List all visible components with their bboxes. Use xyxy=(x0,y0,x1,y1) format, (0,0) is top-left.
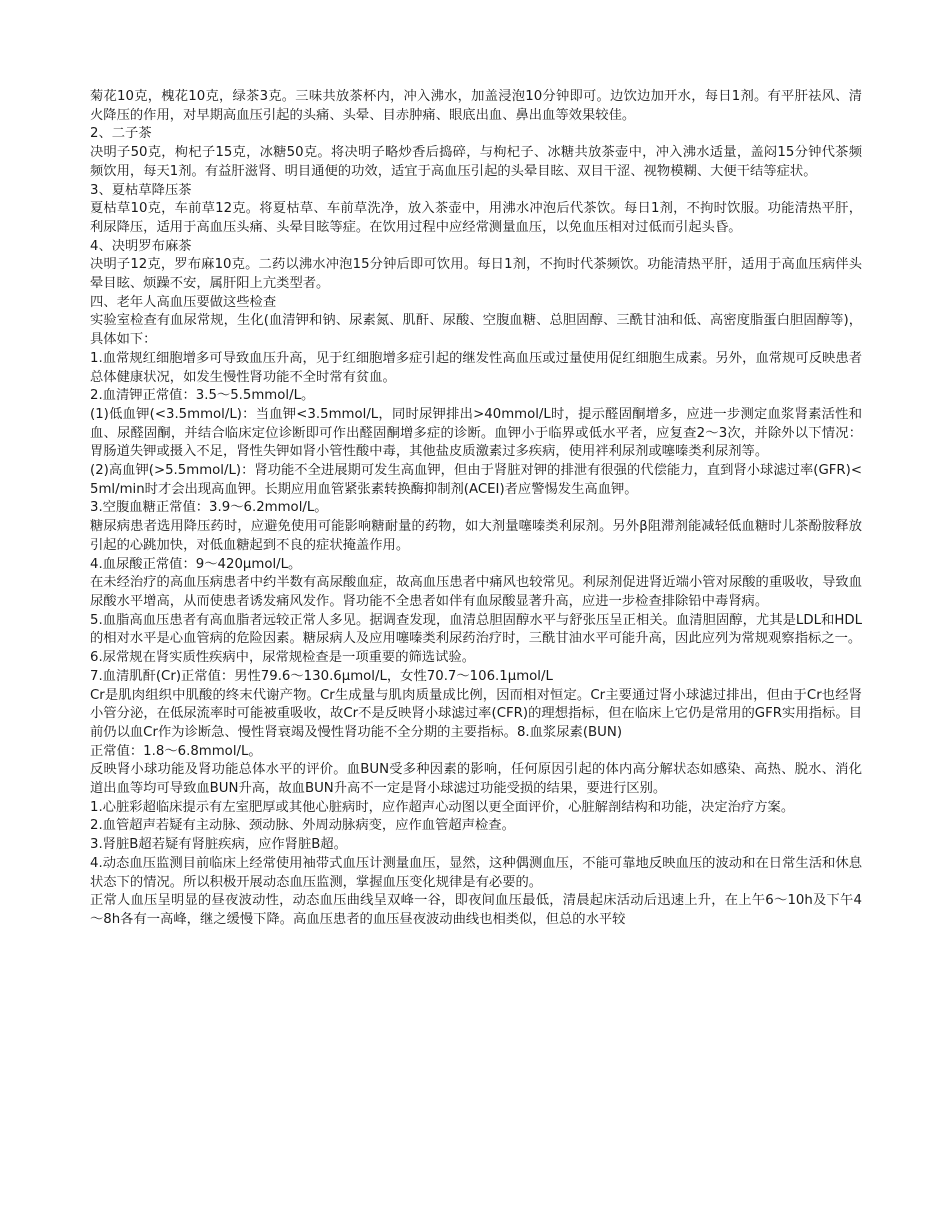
paragraph: 在未经治疗的高血压病患者中约半数有高尿酸血症，故高血压患者中痛风也较常见。利尿剂促进肾近端小管对尿酸的重吸收，导致血尿酸水平增高，从而使患者诱发痛风发作。肾功能不全患者如伴有血尿酸显著升高，应进一步检查排除铅中毒肾病。 xyxy=(90,575,862,609)
section-heading: 3、夏枯草降压茶 xyxy=(90,182,192,198)
paragraph: 反映肾小球功能及肾功能总体水平的评价。血BUN受多种因素的影响，任何原因引起的体内高分解状态如感染、高热、脱水、消化道出血等均可导致血BUN升高，故血BUN升高不一定是肾小球滤过功能受损的结果，要进行区别。 xyxy=(90,762,862,797)
paragraph: 实验室检查有血尿常规，生化(血清钾和钠、尿素氮、肌酐、尿酸、空腹血糖、总胆固醇、三酰甘油和低、高密度脂蛋白胆固醇等)，具体如下： xyxy=(90,313,862,348)
paragraph: 决明子50克，枸杞子15克，冰糖50克。将决明子略炒香后捣碎，与枸杞子、冰糖共放茶壶中，冲入沸水适量，盖闷15分钟代茶频频饮用，每天1剂。有益肝滋肾、明目通便的功效，适宜于高血压引起的头晕目眩、双目干涩、视物模糊、大便干结等症状。 xyxy=(90,145,862,179)
paragraph: 糖尿病患者选用降压药时，应避免使用可能影响糖耐量的药物，如大剂量噻嗪类利尿剂。另外β阻滞剂能减轻低血糖时儿茶酚胺释放引起的心跳加快，对低血糖起到不良的症状掩盖作用。 xyxy=(90,519,862,553)
paragraph: 7.血清肌酐(Cr)正常值：男性79.6～130.6μmol/L，女性70.7～106.1μmol/L xyxy=(90,668,553,684)
section-heading: 4、决明罗布麻茶 xyxy=(90,238,192,254)
paragraph: 3.肾脏B超若疑有肾脏疾病，应作肾脏B超。 xyxy=(90,837,347,853)
paragraph: 菊花10克，槐花10克，绿茶3克。三味共放茶杯内，冲入沸水，加盖浸泡10分钟即可。边饮边加开水，每日1剂。有平肝祛风、清火降压的作用，对早期高血压引起的头痛、头晕、目赤肿痛、眼底出血、鼻出血等效果较佳。 xyxy=(90,89,862,123)
paragraph: (1)低血钾(<3.5mmol/L)：当血钾<3.5mmol/L，同时尿钾排出>40mmol/L时，提示醛固酮增多，应进一步测定血浆肾素活性和血、尿醛固酮，并结合临床定位诊断即可作出醛固酮增多症的诊断。血钾小于临界或低水平者，应复查2～3次，并除外以下情况：胃肠道失钾或摄入不足，肾性失钾如肾小管性酸中毒，其他盐皮质激素过多疾病，使用袢利尿剂或噻嗪类利尿剂等。 xyxy=(90,406,862,460)
paragraph: Cr是肌肉组织中肌酸的终末代谢产物。Cr生成量与肌肉质量成比例，因而相对恒定。Cr主要通过肾小球滤过排出，但由于Cr也经肾小管分泌，在低尿流率时可能被重吸收，故Cr不是反映肾小球滤过率(CFR)的理想指标，但在临床上它仍是常用的GFR实用指标。目前仍以血Cr作为诊断急、慢性肾衰竭及慢性肾功能不全分期的主要指标。8.血浆尿素(BUN) xyxy=(90,687,862,740)
section-heading: 四、老年人高血压要做这些检查 xyxy=(90,294,277,310)
paragraph: 夏枯草10克，车前草12克。将夏枯草、车前草洗净，放入茶壶中，用沸水冲泡后代茶饮。每日1剂，不拘时饮服。功能清热平肝，利尿降压，适用于高血压头痛、头晕目眩等症。在饮用过程中应经常测量血压，以免血压相对过低而引起头昏。 xyxy=(90,201,862,235)
paragraph: 5.血脂高血压患者有高血脂者远较正常人多见。据调查发现，血清总胆固醇水平与舒张压呈正相关。血清胆固醇，尤其是LDL和HDL的相对水平是心血管病的危险因素。糖尿病人及应用噻嗪类利尿药治疗时，三酰甘油水平可能升高，因此应列为常规观察指标之一。 xyxy=(90,612,862,647)
paragraph: 4.动态血压监测目前临床上经常使用袖带式血压计测量血压，显然，这种偶测血压，不能可靠地反映血压的波动和在日常生活和休息状态下的情况。所以积极开展动态血压监测，掌握血压变化规律是有必要的。 xyxy=(90,855,862,890)
paragraph: 1.心脏彩超临床提示有左室肥厚或其他心脏病时，应作超声心动图以更全面评价，心脏解剖结构和功能，决定治疗方案。 xyxy=(90,799,795,815)
document-page xyxy=(90,88,862,930)
paragraph: 1.血常规红细胞增多可导致血压升高，见于红细胞增多症引起的继发性高血压或过量使用促红细胞生成素。另外，血常规可反映患者总体健康状况，如发生慢性肾功能不全时常有贫血。 xyxy=(90,350,862,385)
paragraph: 决明子12克，罗布麻10克。二药以沸水冲泡15分钟后即可饮用。每日1剂，不拘时代茶频饮。功能清热平肝，适用于高血压病伴头晕目眩、烦躁不安，属肝阳上亢类型者。 xyxy=(90,257,862,292)
paragraph: 2.血管超声若疑有主动脉、颈动脉、外周动脉病变，应作血管超声检查。 xyxy=(90,818,515,834)
paragraph: 正常人血压呈明显的昼夜波动性，动态血压曲线呈双峰一谷，即夜间血压最低，清晨起床活动后迅速上升，在上午6～10h及下午4～8h各有一高峰，继之缓慢下降。高血压患者的血压昼夜波动曲线也相类似，但总的水平较 xyxy=(90,893,862,927)
paragraph: 4.血尿酸正常值：9～420μmol/L。 xyxy=(90,556,302,572)
paragraph: 正常值：1.8～6.8mmol/L。 xyxy=(90,743,262,759)
paragraph: 2.血清钾正常值：3.5～5.5mmol/L。 xyxy=(90,388,315,404)
paragraph: (2)高血钾(>5.5mmol/L)：肾功能不全进展期可发生高血钾，但由于肾脏对钾的排泄有很强的代偿能力，直到肾小球滤过率(GFR)<5ml/min时才会出现高血钾。长期应用血管紧张素转换酶抑制剂(ACEI)者应警惕发生高血钾。 xyxy=(90,463,862,497)
paragraph: 6.尿常规在肾实质性疾病中，尿常规检查是一项重要的筛选试验。 xyxy=(90,650,475,666)
section-heading: 2、二子茶 xyxy=(90,126,152,142)
paragraph: 3.空腹血糖正常值：3.9～6.2mmol/L。 xyxy=(90,500,328,516)
